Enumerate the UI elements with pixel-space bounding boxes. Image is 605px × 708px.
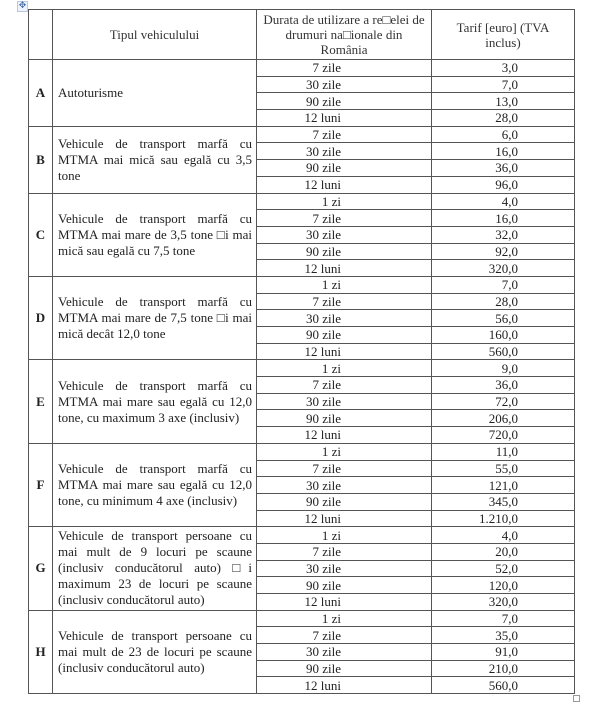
vignette-tariff-table	[28, 9, 575, 694]
category-letter: C	[29, 193, 53, 276]
table-row	[29, 610, 575, 627]
price-cell: 320,0	[432, 260, 575, 277]
duration-cell: 12 luni	[257, 260, 432, 277]
duration-cell: 12 luni	[257, 110, 432, 127]
duration-cell: 7 zile	[257, 60, 432, 77]
duration-cell: 90 zile	[257, 160, 432, 177]
price-cell: 92,0	[432, 243, 575, 260]
vehicle-description: Vehicule de transport marfă cu MTMA mai mare sau egală cu 12,0 tone, cu maximum 3 axe (inclusiv)	[53, 360, 257, 443]
header-vehicle-type: Tipul vehiculului	[53, 10, 257, 60]
duration-cell: 90 zile	[257, 660, 432, 677]
vehicle-description: Vehicule de transport marfă cu MTMA mai mare de 3,5 tone □i mai mică sau egală cu 7,5 tone	[53, 193, 257, 276]
table-row	[29, 193, 575, 210]
price-cell: 4,0	[432, 193, 575, 210]
table-row	[29, 443, 575, 460]
duration-cell: 30 zile	[257, 310, 432, 327]
duration-cell: 7 zile	[257, 627, 432, 644]
table-resize-handle[interactable]	[573, 695, 580, 702]
vehicle-description: Autoturisme	[53, 60, 257, 127]
duration-cell: 30 zile	[257, 477, 432, 494]
duration-cell: 1 zi	[257, 360, 432, 377]
price-cell: 36,0	[432, 160, 575, 177]
price-cell: 52,0	[432, 560, 575, 577]
duration-cell: 12 luni	[257, 176, 432, 193]
duration-cell: 30 zile	[257, 226, 432, 243]
price-cell: 7,0	[432, 76, 575, 93]
header-price: Tarif [euro] (TVA inclus)	[432, 10, 575, 60]
category-letter: D	[29, 276, 53, 359]
duration-cell: 30 zile	[257, 76, 432, 93]
price-cell: 560,0	[432, 343, 575, 360]
duration-cell: 1 zi	[257, 443, 432, 460]
price-cell: 4,0	[432, 527, 575, 544]
header-duration: Durata de utilizare a re□elei de drumuri na□ionale din România	[257, 10, 432, 60]
vehicle-description: Vehicule de transport marfă cu MTMA mai mare sau egală cu 12,0 tone, cu minimum 4 axe (inclusiv)	[53, 443, 257, 526]
table-body	[29, 60, 575, 694]
table-move-handle-icon[interactable]: ✥	[18, 1, 27, 11]
price-cell: 160,0	[432, 327, 575, 344]
price-cell: 345,0	[432, 493, 575, 510]
price-cell: 320,0	[432, 594, 575, 611]
duration-cell: 7 zile	[257, 460, 432, 477]
duration-cell: 1 zi	[257, 193, 432, 210]
category-letter: F	[29, 443, 53, 526]
duration-cell: 30 zile	[257, 393, 432, 410]
price-cell: 36,0	[432, 377, 575, 394]
price-cell: 28,0	[432, 293, 575, 310]
duration-cell: 1 zi	[257, 610, 432, 627]
duration-cell: 30 zile	[257, 644, 432, 661]
price-cell: 20,0	[432, 543, 575, 560]
category-letter: E	[29, 360, 53, 443]
duration-cell: 1 zi	[257, 527, 432, 544]
duration-cell: 12 luni	[257, 510, 432, 527]
duration-cell: 90 zile	[257, 327, 432, 344]
table-row	[29, 527, 575, 544]
price-cell: 72,0	[432, 393, 575, 410]
price-cell: 35,0	[432, 627, 575, 644]
duration-cell: 12 luni	[257, 343, 432, 360]
duration-cell: 12 luni	[257, 677, 432, 694]
price-cell: 28,0	[432, 110, 575, 127]
price-cell: 121,0	[432, 477, 575, 494]
vehicle-description: Vehicule de transport marfă cu MTMA mai mare de 7,5 tone □i mai mică decât 12,0 tone	[53, 276, 257, 359]
vehicle-description: Vehicule de transport marfă cu MTMA mai mică sau egală cu 3,5 tone	[53, 126, 257, 193]
price-cell: 16,0	[432, 210, 575, 227]
price-cell: 560,0	[432, 677, 575, 694]
vehicle-description: Vehicule de transport persoane cu mai mult de 9 locuri pe scaune (inclusiv conducătorul auto) □i maximum 23 de locuri pe scaune (inclusiv conducătorul auto)	[53, 527, 257, 610]
price-cell: 96,0	[432, 176, 575, 193]
category-letter: A	[29, 60, 53, 127]
price-cell: 6,0	[432, 126, 575, 143]
price-cell: 55,0	[432, 460, 575, 477]
category-letter: G	[29, 527, 53, 610]
category-letter: H	[29, 610, 53, 693]
duration-cell: 90 zile	[257, 93, 432, 110]
price-cell: 11,0	[432, 443, 575, 460]
duration-cell: 7 zile	[257, 126, 432, 143]
price-cell: 7,0	[432, 276, 575, 293]
price-cell: 120,0	[432, 577, 575, 594]
price-cell: 32,0	[432, 226, 575, 243]
price-cell: 720,0	[432, 427, 575, 444]
table-header-row	[29, 10, 575, 60]
duration-cell: 12 luni	[257, 594, 432, 611]
price-cell: 206,0	[432, 410, 575, 427]
header-letter	[29, 10, 53, 60]
duration-cell: 1 zi	[257, 276, 432, 293]
price-cell: 16,0	[432, 143, 575, 160]
duration-cell: 30 zile	[257, 560, 432, 577]
price-cell: 9,0	[432, 360, 575, 377]
duration-cell: 90 zile	[257, 410, 432, 427]
duration-cell: 7 zile	[257, 377, 432, 394]
table-row	[29, 126, 575, 143]
table-row	[29, 360, 575, 377]
price-cell: 1.210,0	[432, 510, 575, 527]
duration-cell: 7 zile	[257, 543, 432, 560]
price-cell: 56,0	[432, 310, 575, 327]
vehicle-description: Vehicule de transport persoane cu mai mult de 23 de locuri pe scaune (inclusiv conducătorul auto)	[53, 610, 257, 693]
table-row	[29, 60, 575, 77]
duration-cell: 7 zile	[257, 210, 432, 227]
price-cell: 7,0	[432, 610, 575, 627]
duration-cell: 30 zile	[257, 143, 432, 160]
duration-cell: 90 zile	[257, 577, 432, 594]
duration-cell: 7 zile	[257, 293, 432, 310]
duration-cell: 90 zile	[257, 493, 432, 510]
duration-cell: 12 luni	[257, 427, 432, 444]
price-cell: 3,0	[432, 60, 575, 77]
category-letter: B	[29, 126, 53, 193]
table-row	[29, 276, 575, 293]
price-cell: 210,0	[432, 660, 575, 677]
price-cell: 13,0	[432, 93, 575, 110]
duration-cell: 90 zile	[257, 243, 432, 260]
price-cell: 91,0	[432, 644, 575, 661]
